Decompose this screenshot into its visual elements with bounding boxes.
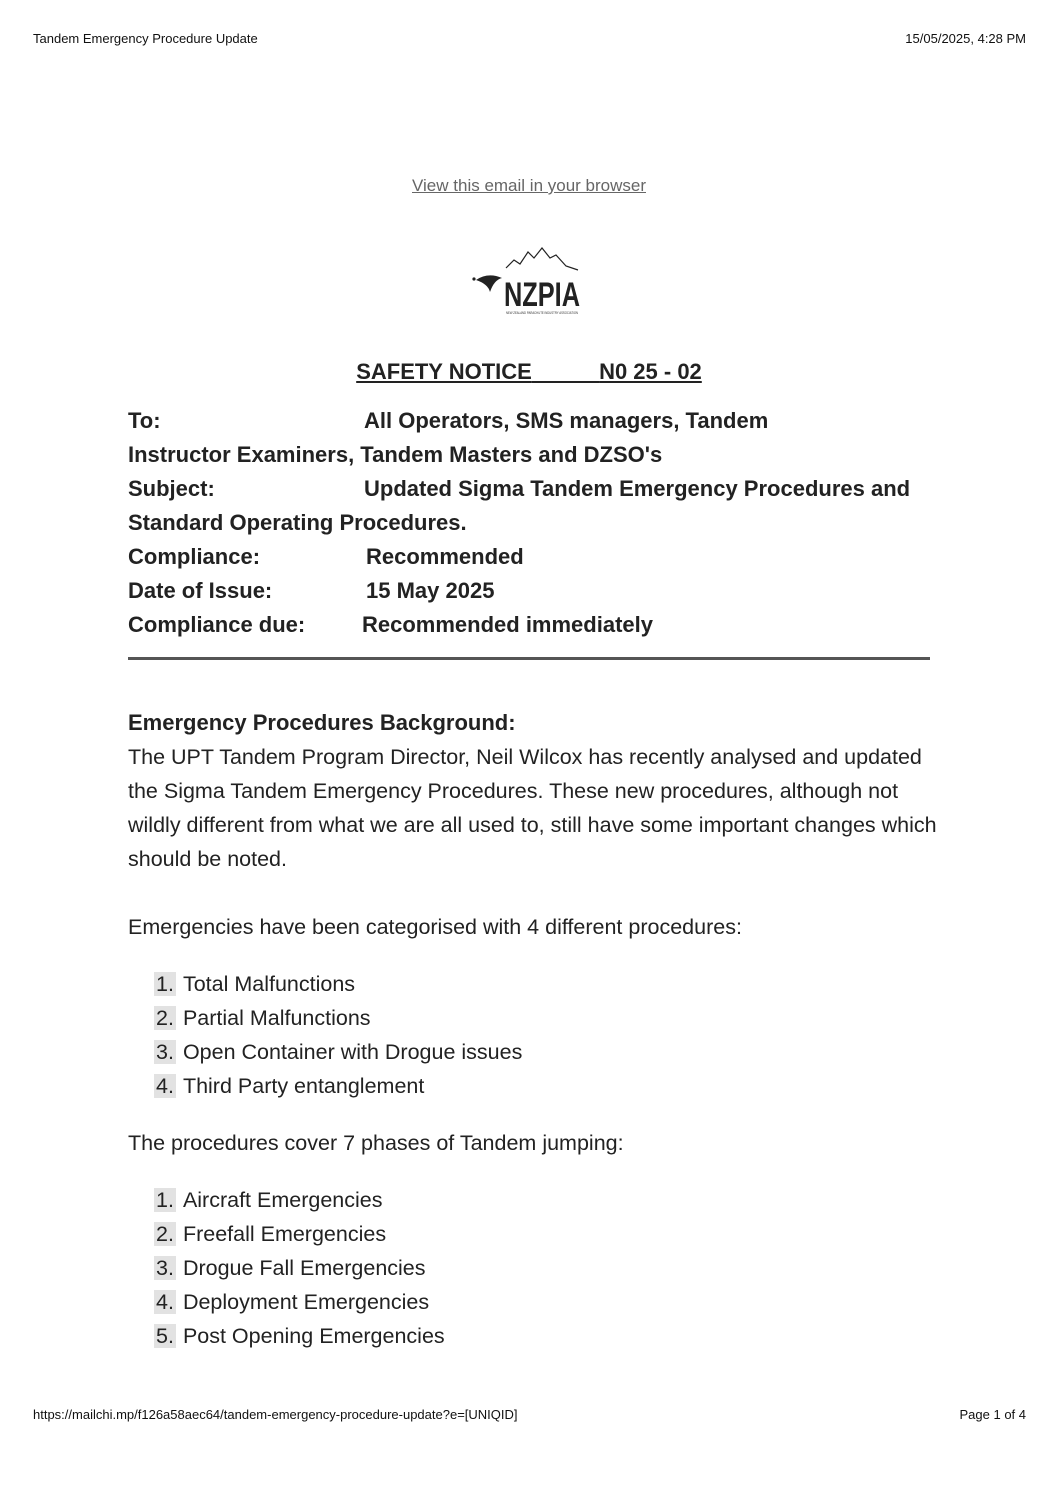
- list-item: [154, 1217, 938, 1251]
- meta-subject-value-2: Standard Operating Procedures.: [128, 510, 467, 535]
- list-text: Total Malfunctions: [182, 972, 356, 996]
- list-text: Aircraft Emergencies: [182, 1188, 383, 1212]
- background-heading: Emergency Procedures Background:: [128, 710, 516, 735]
- list-item: [154, 1035, 938, 1069]
- list-number: 4.: [156, 1074, 174, 1098]
- categories-intro: Emergencies have been categorised with 4 different procedures:: [128, 915, 742, 939]
- list-text: Deployment Emergencies: [182, 1290, 430, 1314]
- list-number: 3.: [156, 1040, 174, 1064]
- list-item: [154, 1251, 938, 1285]
- list-number: 1.: [156, 972, 174, 996]
- list-item: [154, 1319, 938, 1353]
- meta-compliance-label: Compliance:: [128, 544, 261, 569]
- list-item: [154, 1069, 938, 1103]
- list-number: 1.: [156, 1188, 174, 1212]
- phases-list: [128, 1183, 938, 1353]
- meta-date-label: Date of Issue:: [128, 578, 273, 603]
- nzpia-logo: [470, 246, 588, 320]
- notice-meta: [128, 404, 938, 642]
- notice-number: N0 25 - 02: [599, 359, 702, 384]
- list-number: 5.: [156, 1324, 174, 1348]
- svg-text:NZPIA: NZPIA: [504, 276, 580, 314]
- list-item: [154, 1285, 938, 1319]
- meta-subject-row: [128, 472, 938, 506]
- meta-due-label: Compliance due:: [128, 612, 306, 637]
- list-text: Drogue Fall Emergencies: [182, 1256, 426, 1280]
- meta-due-row: [128, 608, 938, 642]
- print-header: [33, 31, 1026, 46]
- meta-compliance-value: Recommended: [366, 544, 524, 569]
- meta-to-row: [128, 404, 938, 438]
- meta-date-row: [128, 574, 938, 608]
- print-footer-url[interactable]: https://mailchi.mp/f126a58aec64/tandem-emergency-procedure-update?e=[UNIQID]: [33, 1407, 518, 1422]
- list-text: Third Party entanglement: [182, 1074, 425, 1098]
- categories-list: [128, 967, 938, 1103]
- list-number: 3.: [156, 1256, 174, 1280]
- list-text: Freefall Emergencies: [182, 1222, 387, 1246]
- safety-notice-title: [0, 359, 1058, 385]
- list-number: 4.: [156, 1290, 174, 1314]
- notice-body: [128, 706, 938, 1353]
- meta-to-value-1: All Operators, SMS managers, Tandem: [364, 408, 769, 433]
- svg-text:NEW ZEALAND PARACHUTE INDUSTRY: NEW ZEALAND PARACHUTE INDUSTRY ASSOCIATION: [506, 310, 579, 315]
- list-item: [154, 967, 938, 1001]
- list-text: Post Opening Emergencies: [182, 1324, 445, 1348]
- view-in-browser-link[interactable]: View this email in your browser: [412, 176, 646, 195]
- list-number: 2.: [156, 1222, 174, 1246]
- nzpia-logo-graphic: [470, 246, 588, 320]
- print-footer: [33, 1407, 1026, 1422]
- phases-intro: The procedures cover 7 phases of Tandem jumping:: [128, 1131, 624, 1155]
- meta-subject-label: Subject:: [128, 476, 215, 501]
- meta-to-label: To:: [128, 408, 161, 433]
- meta-to-value-2: Instructor Examiners, Tandem Masters and DZSO's: [128, 442, 663, 467]
- notice-title-text: SAFETY NOTICE: [356, 359, 532, 384]
- list-number: 2.: [156, 1006, 174, 1030]
- background-paragraph: The UPT Tandem Program Director, Neil Wilcox has recently analysed and updated the Sigma Tandem Emergency Procedures. These new procedures, although not wildly different from what we are all used to, still have some important changes which should be noted.: [128, 745, 937, 871]
- print-footer-page: Page 1 of 4: [959, 1407, 1026, 1422]
- print-header-title: Tandem Emergency Procedure Update: [33, 31, 258, 46]
- list-item: [154, 1183, 938, 1217]
- section-divider: [128, 657, 930, 660]
- meta-due-value: Recommended immediately: [362, 612, 653, 637]
- list-text: Partial Malfunctions: [182, 1006, 371, 1030]
- meta-subject-value-1: Updated Sigma Tandem Emergency Procedures and: [364, 476, 911, 501]
- meta-compliance-row: [128, 540, 938, 574]
- print-header-datetime: 15/05/2025, 4:28 PM: [905, 31, 1026, 46]
- list-item: [154, 1001, 938, 1035]
- meta-date-value: 15 May 2025: [366, 578, 495, 603]
- list-text: Open Container with Drogue issues: [182, 1040, 523, 1064]
